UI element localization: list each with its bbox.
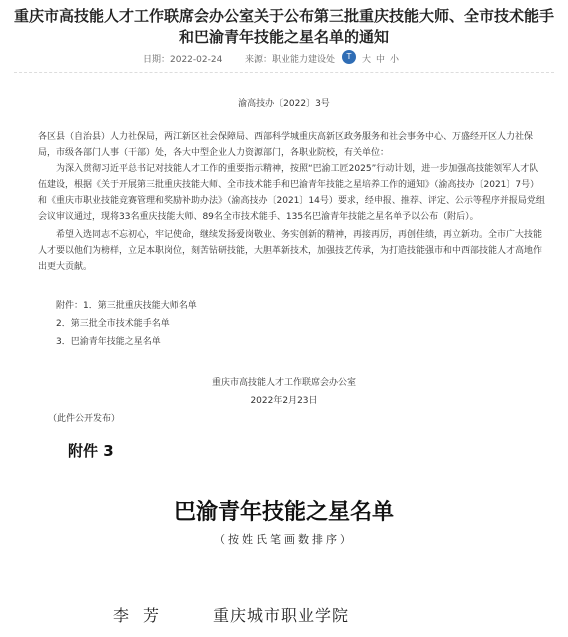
article-title: 重庆市高技能人才工作联席会办公室关于公布第三批重庆技能大师、全市技术能手和巴渝青年技能之星名单的通知 <box>14 7 555 46</box>
document-number: 渝高技办〔2022〕3号 <box>238 99 330 109</box>
attachment-item-1: 附件：1．第三批重庆技能大师名单 <box>56 301 197 311</box>
title-divider <box>14 72 554 73</box>
attachment-item-2: 2．第三批全市技术能手名单 <box>56 319 170 329</box>
annex-title: 巴渝青年技能之星名单 <box>173 499 394 525</box>
body-paragraph-1: 为深入贯彻习近平总书记对技能人才工作的重要指示精神，按照“巴渝工匠2025”行动计划，进一步加强高技能领军人才队伍建设，根据《关于开展第三批重庆技能大师、全市技术能手和巴渝青年技能之星培养工作的通知》（渝高技办〔2021〕7号）和《重庆市职业技能竞赛管理和奖励补助办法》（渝高技办〔2021〕14号）要求，经申报、推荐、评定、公示等程序并报局党组会议审议通过，现将33名重庆技能大师、89名全市技术能手、135名巴渝青年技能之星名单予以公布（附后）。 <box>38 164 545 222</box>
article-source: 来源：职业能力建设处 <box>245 55 336 65</box>
publish-date: 日期：2022-02-24 <box>143 55 223 65</box>
font-size-large-button[interactable]: 大 <box>362 55 372 65</box>
article-meta <box>0 50 568 66</box>
annex-subtitle: （按姓氏笔画数排序） <box>214 533 354 546</box>
salutation: 各区县（自治县）人力社保局，两江新区社会保障局、西部科学城重庆高新区政务服务和社会事务中心、万盛经开区人力社保局，市级各部门人事（干部）处，各大中型企业人力资源部门，各职业院校，有关单位： <box>38 132 534 158</box>
annex-label: 附件 3 <box>68 442 114 460</box>
issuer: 重庆市高技能人才工作联席会办公室 <box>211 378 356 388</box>
font-size-small-button[interactable]: 小 <box>390 55 400 65</box>
public-note: （此件公开发布） <box>48 414 121 424</box>
body-paragraph-2: 希望入选同志不忘初心，牢记使命，继续发扬爱岗敬业、务实创新的精神，再接再厉，再创佳绩，再立新功。全市广大技能人才要以他们为榜样，立足本职岗位，刻苦钻研技能，大胆革新技术，加强技艺传承，为打造技能强市和中西部技能人才高地作出更大贡献。 <box>38 230 543 272</box>
entry-name: 李芳 <box>113 606 174 625</box>
font-size-medium-button[interactable]: 中 <box>376 55 386 65</box>
entry-organization: 重庆城市职业学院 <box>213 606 350 625</box>
font-size-icon: T <box>342 50 356 64</box>
issue-date: 2022年2月23日 <box>250 396 318 406</box>
attachment-item-3: 3．巴渝青年技能之星名单 <box>56 337 161 347</box>
